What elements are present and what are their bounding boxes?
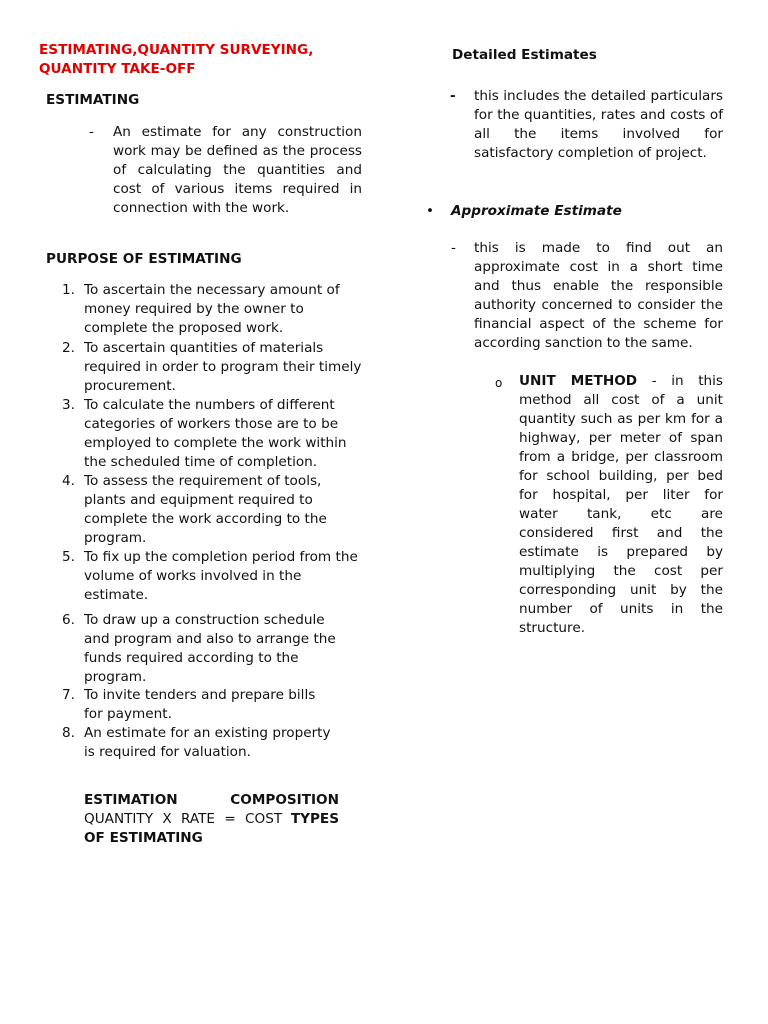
composition-formula: QUANTITY X RATE = COST <box>84 811 283 827</box>
document-title <box>39 41 339 79</box>
unit-method-paragraph <box>519 372 723 638</box>
definition-dash: - <box>89 124 94 140</box>
list-item: To fix up the completion period from the volume of works involved in the estimate. <box>84 549 358 603</box>
unit-method-description: - in this method all cost of a unit quantity such as per km for a highway, per meter of span from a bridge, per classroom for school building, per bed for hospital, per liter for water tank, etc are considered first and the estimate is prepared by multiplying the cost per corresponding unit by the number of units in the structure. <box>519 373 724 636</box>
title-line-1: ESTIMATING,QUANTITY SURVEYING, <box>39 42 314 58</box>
unit-method-marker: o <box>495 376 503 390</box>
types-heading-part-1: TYPES <box>290 811 339 827</box>
list-item: To calculate the numbers of different categories of workers those are to be employed to complete the work within the scheduled time of completion. <box>84 397 347 470</box>
list-number: 2. <box>62 340 75 356</box>
list-number: 7. <box>62 687 75 703</box>
list-number: 4. <box>62 473 75 489</box>
list-item: To ascertain quantities of materials required in order to program their timely procurement. <box>84 340 362 394</box>
list-number: 3. <box>62 397 75 413</box>
list-item: To ascertain the necessary amount of money required by the owner to complete the proposed work. <box>84 282 340 336</box>
detailed-description: this includes the detailed particulars for the quantities, rates and costs of all the items involved for satisfactory completion of project. <box>474 88 723 161</box>
types-heading-part-2: OF ESTIMATING <box>84 830 203 846</box>
approximate-dash: - <box>451 240 456 256</box>
list-number: 6. <box>62 612 75 628</box>
approximate-description: this is made to find out an approximate cost in a short time and thus enable the responsible authority concerned to consider the financial aspect of the scheme for according sanction to the same. <box>474 240 723 351</box>
estimation-composition <box>84 791 339 848</box>
list-number: 5. <box>62 549 75 565</box>
list-number: 8. <box>62 725 75 741</box>
unit-method-label: UNIT METHOD <box>519 373 638 389</box>
approximate-bullet: • <box>426 203 435 219</box>
detailed-dash: - <box>450 88 456 104</box>
title-line-2: QUANTITY TAKE-OFF <box>39 61 196 77</box>
estimating-definition: An estimate for any construction work may be defined as the process of calculating the quantities and cost of various items required in connection with the work. <box>113 124 362 216</box>
heading-detailed-estimates: Detailed Estimates <box>452 47 597 63</box>
list-item: An estimate for an existing property is required for valuation. <box>84 725 331 760</box>
list-item: To assess the requirement of tools, plants and equipment required to complete the work according to the program. <box>84 473 327 546</box>
heading-purpose: PURPOSE OF ESTIMATING <box>46 251 242 267</box>
list-item: To invite tenders and prepare bills for payment. <box>84 687 316 722</box>
list-number: 1. <box>62 282 75 298</box>
list-item: To draw up a construction schedule and program and also to arrange the funds required according to the program. <box>84 612 336 685</box>
composition-word-2: COMPOSITION <box>230 792 339 808</box>
heading-approximate-estimate: Approximate Estimate <box>451 203 622 219</box>
heading-estimating: ESTIMATING <box>46 92 140 108</box>
composition-word-1: ESTIMATION <box>84 792 178 808</box>
